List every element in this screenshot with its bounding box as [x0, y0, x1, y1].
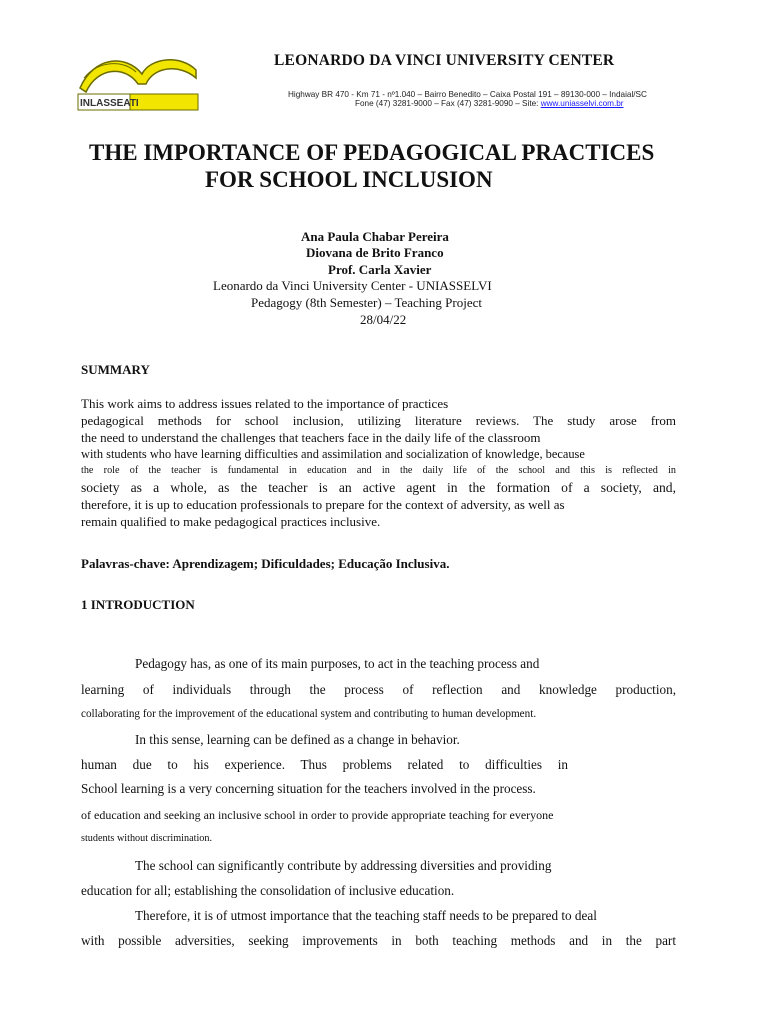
university-name: LEONARDO DA VINCI UNIVERSITY CENTER	[274, 52, 615, 69]
intro-line: The school can significantly contribute by addressing diversities and providing	[135, 858, 552, 873]
introduction-heading: 1 INTRODUCTION	[81, 597, 195, 612]
site-link[interactable]: www.uniasselvi.com.br	[540, 99, 624, 108]
summary-line: pedagogical methods for school inclusion, utilizing literature reviews. The study arose from	[81, 413, 676, 428]
intro-line: students without discrimination.	[81, 833, 213, 844]
intro-line: Pedagogy has, as one of its main purposes, to act in the teaching process and	[135, 656, 540, 671]
intro-line: collaborating for the improvement of the educational system and contributing to human development.	[81, 708, 537, 720]
intro-line: education for all; establishing the consolidation of inclusive education.	[81, 883, 455, 898]
advisor-name: Prof. Carla Xavier	[328, 262, 432, 277]
summary-line: therefore, it is up to education professionals to prepare for the context of adversity, as well as	[81, 497, 565, 512]
university-logo	[76, 48, 200, 112]
summary-heading: SUMMARY	[81, 362, 150, 377]
summary-line: the role of the teacher is fundamental in education and in the daily life of the school and this is reflected in	[81, 465, 676, 476]
author-name: Diovana de Brito Franco	[306, 245, 444, 260]
intro-line: human due to his experience. Thus problems related to difficulties in	[81, 757, 568, 772]
summary-line: remain qualified to make pedagogical practices inclusive.	[81, 514, 381, 529]
intro-line: learning of individuals through the process of reflection and knowledge production,	[81, 682, 676, 697]
intro-line: Therefore, it is of utmost importance that the teaching staff needs to be prepared to deal	[135, 908, 597, 923]
course: Pedagogy (8th Semester) – Teaching Project	[251, 295, 482, 310]
intro-line: of education and seeking an inclusive school in order to provide appropriate teaching for everyone	[81, 808, 554, 822]
document-title-line2: FOR SCHOOL INCLUSION	[205, 167, 493, 192]
summary-line: This work aims to address issues related to the importance of practices	[81, 396, 449, 411]
institution: Leonardo da Vinci University Center - UNIASSELVI	[213, 278, 492, 293]
keywords: Palavras-chave: Aprendizagem; Dificuldades; Educação Inclusiva.	[81, 556, 450, 571]
logo-text: INLASSEATI	[80, 98, 139, 109]
summary-line: the need to understand the challenges that teachers face in the daily life of the classroom	[81, 430, 541, 445]
intro-line: with possible adversities, seeking improvements in both teaching methods and in the part	[81, 933, 676, 948]
document-title-line1: THE IMPORTANCE OF PEDAGOGICAL PRACTICES	[89, 140, 655, 165]
intro-line: In this sense, learning can be defined as a change in behavior.	[135, 732, 460, 747]
summary-line: society as a whole, as the teacher is an active agent in the formation of a society, and,	[81, 480, 676, 495]
address-line: Highway BR 470 - Km 71 - nº1.040 – Bairro Benedito – Caixa Postal 191 – 89130-000 – Indaial/SC	[288, 90, 647, 99]
summary-line: with students who have learning difficulties and assimilation and socialization of knowledge, because	[81, 447, 585, 461]
intro-line: School learning is a very concerning situation for the teachers involved in the process.	[81, 781, 536, 796]
date: 28/04/22	[360, 312, 407, 327]
author-name: Ana Paula Chabar Pereira	[301, 229, 449, 244]
contact-line	[355, 99, 624, 108]
contact-text: Fone (47) 3281-9000 – Fax (47) 3281-9090 – Site:	[355, 99, 541, 108]
